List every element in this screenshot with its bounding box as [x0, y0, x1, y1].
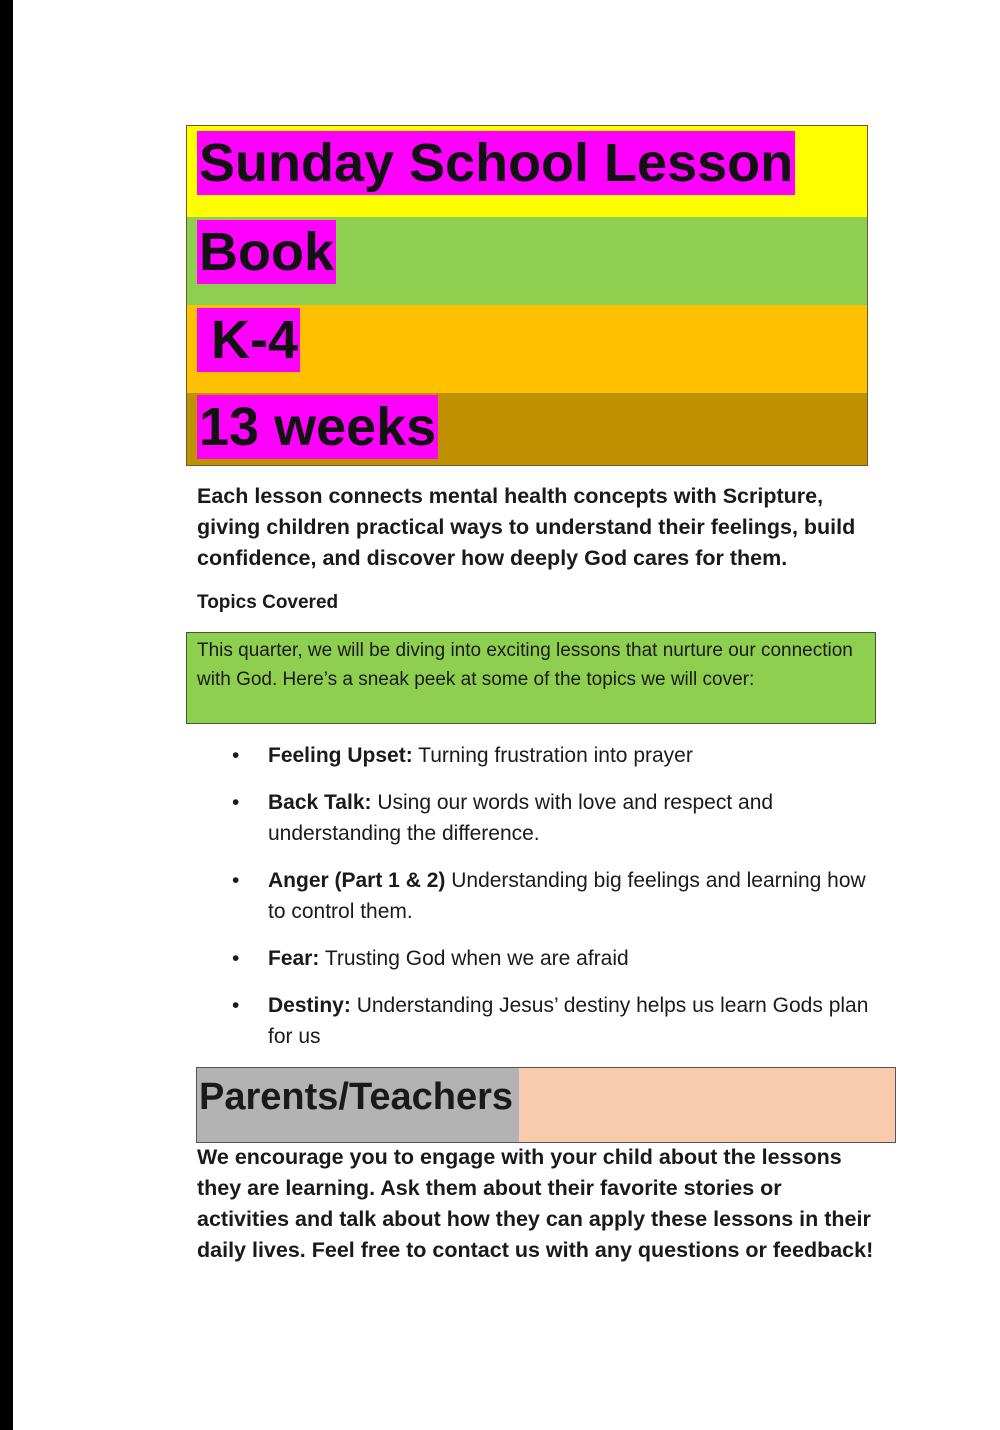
intro-paragraph: Each lesson connects mental health concepts with Scripture, giving children practical ways to understand their feelings, build confidence, and discover how deeply God cares for them.	[197, 484, 856, 570]
title-line-2: Book	[199, 222, 334, 282]
left-edge-border	[0, 0, 13, 1430]
list-item	[230, 990, 870, 1052]
list-item	[230, 787, 870, 849]
topic-description: Turning frustration into prayer	[418, 744, 693, 767]
title-band-4	[187, 393, 867, 466]
quarter-intro-box: This quarter, we will be diving into exciting lessons that nurture our connection with God. Here’s a sneak peek at some of the topics we will cover:	[186, 632, 876, 724]
topic-description: Understanding Jesus’ destiny helps us learn Gods plan for us	[268, 994, 869, 1048]
topic-name: Fear:	[268, 947, 320, 970]
topic-name: Feeling Upset:	[268, 744, 413, 767]
topics-list	[230, 740, 870, 1068]
title-line-4: 13 weeks	[199, 397, 437, 457]
title-band-3	[187, 305, 867, 393]
topic-description: Using our words with love and respect and understanding the difference.	[268, 791, 774, 845]
bullet-icon: •	[232, 994, 240, 1017]
title-block	[186, 125, 868, 466]
parents-teachers-paragraph: We encourage you to engage with your child about the lessons they are learning. Ask them about their favorite stories or activities and talk about how they can apply these lessons in their daily lives. Feel free to contact us with any questions or feedback!	[197, 1145, 874, 1262]
topic-description: Trusting God when we are afraid	[324, 947, 629, 970]
topic-name: Back Talk:	[268, 791, 372, 814]
topic-name: Destiny:	[268, 994, 351, 1017]
bullet-icon: •	[232, 791, 240, 814]
title-band-2	[187, 217, 867, 305]
list-item	[230, 865, 870, 927]
title-line-1: Sunday School Lesson	[199, 133, 794, 193]
parents-teachers-fill	[519, 1068, 895, 1142]
parents-teachers-title: Parents/Teachers	[197, 1068, 519, 1142]
title-line-3: K-4	[197, 308, 300, 372]
bullet-icon: •	[232, 947, 240, 970]
topics-covered-label: Topics Covered	[197, 592, 339, 613]
topic-description: Understanding big feelings and learning how to control them.	[268, 869, 866, 923]
parents-teachers-header	[196, 1067, 896, 1143]
list-item	[230, 943, 870, 974]
list-item	[230, 740, 870, 771]
bullet-icon: •	[232, 869, 240, 892]
topic-name: Anger (Part 1 & 2)	[268, 869, 446, 892]
title-band-1	[187, 126, 867, 217]
bullet-icon: •	[232, 744, 240, 767]
